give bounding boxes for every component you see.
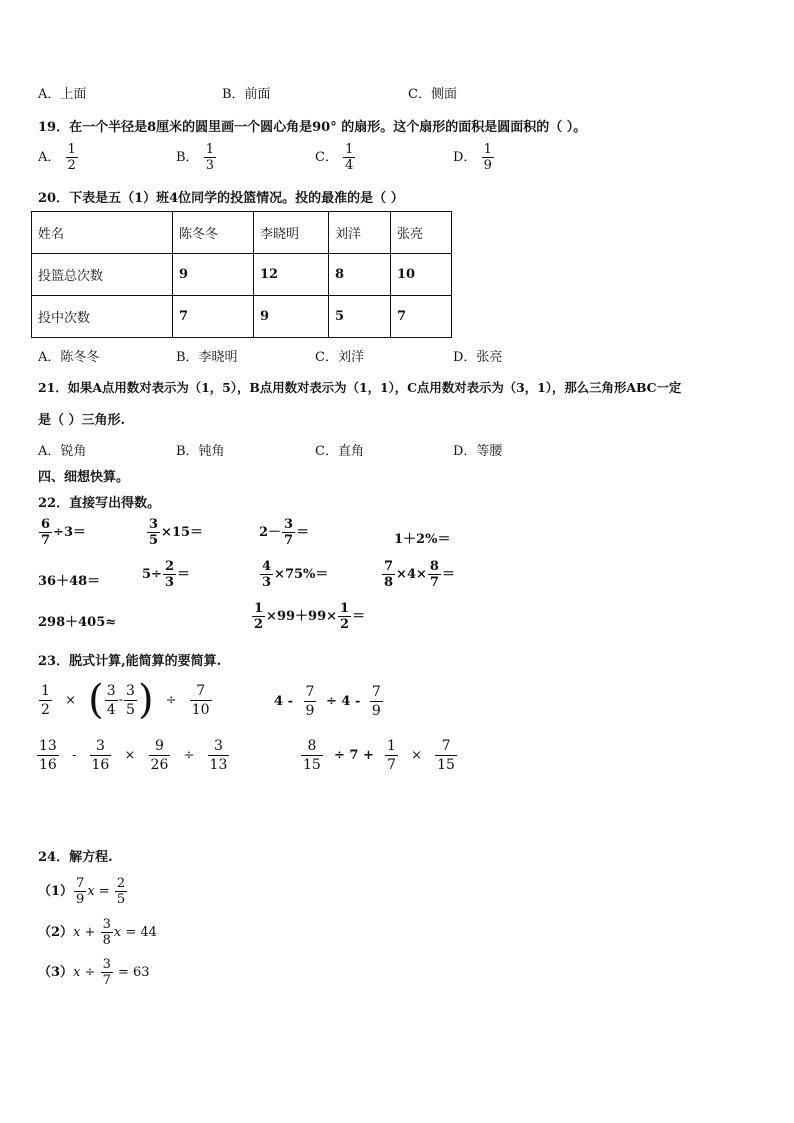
denominator: 9 (305, 703, 315, 719)
table-cell: 7 (173, 296, 254, 338)
equation-rest: = 44 (121, 925, 157, 940)
denominator: 2 (67, 158, 76, 173)
expr-mid: ÷ 4 - (325, 694, 361, 709)
q21-stem-line2: 是（ ）三角形. (38, 413, 126, 428)
fraction (37, 737, 59, 774)
denominator: 16 (39, 757, 57, 773)
denominator: 8 (102, 933, 111, 948)
fraction (101, 957, 113, 988)
numerator: 13 (39, 738, 57, 754)
numerator: 8 (307, 738, 317, 754)
q23-expr-2 (274, 683, 384, 720)
numerator: 2 (116, 876, 126, 891)
paren-open: ( (88, 677, 104, 723)
option-label: D． (453, 150, 477, 165)
fraction (382, 559, 395, 590)
numerator: 2 (164, 559, 174, 574)
q23-expr-4 (300, 737, 458, 774)
numerator: 7 (371, 684, 381, 700)
q19-stem: 19．在一个半径是8厘米的圆里画一个圆心角是90° 的扇形。这个扇形的面积是圆面积的（ ）。 (38, 120, 587, 135)
denominator: 13 (209, 757, 228, 773)
q21-option-d: D．等腰 (453, 444, 503, 459)
q19-option-b (176, 142, 217, 173)
q21-option-b: B．钝角 (176, 444, 225, 459)
numerator: 1 (345, 142, 354, 157)
fraction (301, 737, 323, 774)
fraction (147, 517, 160, 548)
expr-tail: ＝ (177, 567, 191, 582)
numerator: 1 (254, 601, 264, 616)
numerator: 3 (284, 517, 294, 532)
table-cell: 9 (254, 296, 329, 338)
denominator: 3 (262, 575, 272, 590)
expr-head: 2－ (259, 525, 282, 540)
table-cell: 投中次数 (32, 296, 173, 338)
operator: ÷ (165, 692, 177, 708)
numerator: 7 (441, 738, 451, 754)
fraction (101, 917, 113, 948)
q19-option-d (453, 142, 495, 173)
option-label: B． (176, 150, 199, 165)
fraction (163, 559, 176, 590)
q19-option-c (315, 142, 356, 173)
fraction (115, 876, 127, 907)
q22-stem: 22．直接写出得数。 (38, 496, 161, 511)
q22-r1-d: 1＋2%＝ (394, 532, 451, 547)
table-cell: 投篮总次数 (32, 254, 173, 296)
variable: x (73, 925, 81, 940)
operator: - (118, 692, 124, 708)
denominator: 5 (149, 533, 159, 548)
denominator: 7 (429, 575, 439, 590)
denominator: 9 (371, 703, 381, 719)
numerator: 3 (102, 957, 111, 972)
numerator: 1 (483, 142, 492, 157)
expr-tail: ÷3＝ (53, 525, 86, 540)
numerator: 3 (126, 682, 135, 699)
fraction (149, 737, 171, 774)
expr-tail: ×15＝ (161, 525, 204, 540)
expr-head: 4 - (274, 694, 293, 709)
numerator: 7 (305, 684, 315, 700)
fraction (204, 142, 216, 173)
expr-tail: ＝ (352, 609, 366, 624)
q23-expr-1 (38, 677, 213, 723)
table-cell: 9 (173, 254, 254, 296)
denominator: 7 (102, 973, 111, 988)
numerator: 7 (384, 559, 394, 574)
denominator: 3 (205, 158, 214, 173)
numerator: 1 (340, 601, 350, 616)
numerator: 4 (262, 559, 272, 574)
fraction (385, 737, 398, 774)
numerator: 1 (387, 738, 396, 754)
q22-r2-d (381, 559, 455, 590)
expr-mid: ×4× (396, 567, 427, 582)
q24-equation-2 (38, 917, 157, 948)
q22-r3-b (251, 601, 365, 632)
denominator: 5 (116, 892, 126, 907)
variable: x (113, 925, 122, 940)
fraction (39, 517, 52, 548)
fraction (282, 517, 295, 548)
numerator: 7 (76, 876, 85, 891)
expr-mid: ÷ 7 + (333, 748, 374, 763)
fraction (66, 142, 78, 173)
table-header: 刘洋 (329, 212, 391, 254)
numerator: 1 (67, 142, 76, 157)
numerator: 1 (205, 142, 214, 157)
numerator: 1 (41, 682, 50, 699)
variable: x (87, 884, 95, 899)
equation-label: （1） (38, 884, 74, 899)
operator: × (411, 748, 422, 763)
numerator: 6 (41, 517, 51, 532)
shooting-table (31, 211, 452, 338)
fraction (124, 682, 137, 719)
table-cell: 12 (254, 254, 329, 296)
denominator: 2 (41, 701, 50, 718)
fraction (304, 683, 317, 720)
table-row (32, 254, 452, 296)
table-cell: 10 (391, 254, 452, 296)
denominator: 8 (384, 575, 394, 590)
fraction (343, 142, 355, 173)
fraction (39, 682, 52, 719)
denominator: 10 (191, 701, 210, 718)
numerator: 7 (196, 682, 206, 699)
expr-head: 5÷ (142, 567, 162, 582)
fraction (252, 601, 265, 632)
q22-r2-c (259, 559, 328, 590)
q22-r2-a: 36＋48＝ (38, 574, 101, 589)
table-cell: 8 (329, 254, 391, 296)
table-header-row (32, 212, 452, 254)
table-cell: 7 (391, 296, 452, 338)
q23-expr-3 (36, 737, 230, 774)
denominator: 26 (150, 757, 169, 773)
fraction (338, 601, 351, 632)
q24-stem: 24．解方程. (38, 850, 113, 865)
operator: + (80, 925, 100, 940)
q22-r1-b (146, 517, 203, 548)
q19-option-a (38, 142, 79, 173)
denominator: 9 (76, 892, 85, 907)
expr-tail: ＝ (441, 567, 455, 582)
q18-option-c: C．侧面 (408, 87, 457, 102)
operator: - (71, 748, 77, 763)
fraction (370, 683, 383, 720)
q20-option-d: D．张亮 (453, 350, 503, 365)
option-label: A． (38, 150, 61, 165)
denominator: 9 (483, 158, 492, 173)
denominator: 4 (106, 701, 116, 718)
numerator: 3 (149, 517, 159, 532)
variable: x (73, 965, 81, 980)
equals-sign: = (94, 884, 114, 899)
q18-option-b: B．前面 (222, 87, 271, 102)
table-header: 姓名 (32, 212, 173, 254)
numerator: 3 (106, 682, 116, 699)
numerator: 3 (102, 917, 111, 932)
operator: × (124, 748, 136, 763)
denominator: 15 (303, 757, 321, 773)
table-header: 陈冬冬 (173, 212, 254, 254)
equation-label: （2） (38, 925, 74, 940)
fraction (105, 682, 118, 719)
q22-r3-a: 298＋405≈ (38, 615, 117, 630)
denominator: 16 (91, 757, 110, 773)
q20-stem: 20．下表是五（1）班4位同学的投篮情况。投的最准的是（ ） (38, 191, 404, 206)
denominator: 5 (126, 701, 135, 718)
table-cell: 5 (329, 296, 391, 338)
section-heading: 四、细想快算。 (38, 470, 130, 485)
denominator: 4 (345, 158, 354, 173)
denominator: 2 (254, 617, 264, 632)
q22-r1-a (38, 517, 86, 548)
table-header: 李晓明 (254, 212, 329, 254)
fraction (90, 737, 112, 774)
expr-tail: ＝ (296, 525, 310, 540)
q24-equation-3 (38, 957, 150, 988)
denominator: 2 (340, 617, 350, 632)
fraction (208, 737, 230, 774)
q21-stem-line1: 21．如果A点用数对表示为（1，5），B点用数对表示为（1，1），C点用数对表示为（3，1），那么三角形ABC一定 (38, 380, 682, 395)
table-header: 张亮 (391, 212, 452, 254)
denominator: 7 (41, 533, 51, 548)
fraction (428, 559, 441, 590)
q18-option-a: A．上面 (38, 87, 87, 102)
fraction (190, 682, 212, 719)
fraction (482, 142, 494, 173)
paren-close: ) (137, 677, 154, 723)
fraction (260, 559, 273, 590)
q23-stem: 23．脱式计算,能简算的要简算. (38, 654, 222, 669)
q24-equation-1 (38, 876, 128, 907)
q20-option-c: C．刘洋 (315, 350, 364, 365)
denominator: 3 (164, 575, 174, 590)
denominator: 15 (437, 757, 455, 773)
option-label: C． (315, 150, 338, 165)
expr-mid: ×99＋99× (266, 609, 338, 624)
denominator: 7 (387, 757, 396, 773)
operator: ÷ (183, 748, 195, 763)
expr-tail: ×75%＝ (274, 567, 329, 582)
fraction (435, 737, 457, 774)
q21-option-c: C．直角 (315, 444, 364, 459)
numerator: 3 (214, 738, 223, 754)
equation-rest: = 63 (113, 965, 150, 980)
table-row (32, 296, 452, 338)
q20-option-a: A．陈冬冬 (38, 350, 100, 365)
fraction (74, 876, 86, 907)
q20-option-b: B．李晓明 (176, 350, 238, 365)
q22-r2-b (142, 559, 190, 590)
operator: ÷ (80, 965, 100, 980)
numerator: 3 (95, 738, 105, 754)
denominator: 7 (284, 533, 294, 548)
q21-option-a: A．锐角 (38, 444, 87, 459)
q22-r1-c (259, 517, 309, 548)
operator: × (65, 692, 76, 708)
numerator: 9 (154, 738, 164, 754)
numerator: 8 (429, 559, 439, 574)
equation-label: （3） (38, 965, 74, 980)
